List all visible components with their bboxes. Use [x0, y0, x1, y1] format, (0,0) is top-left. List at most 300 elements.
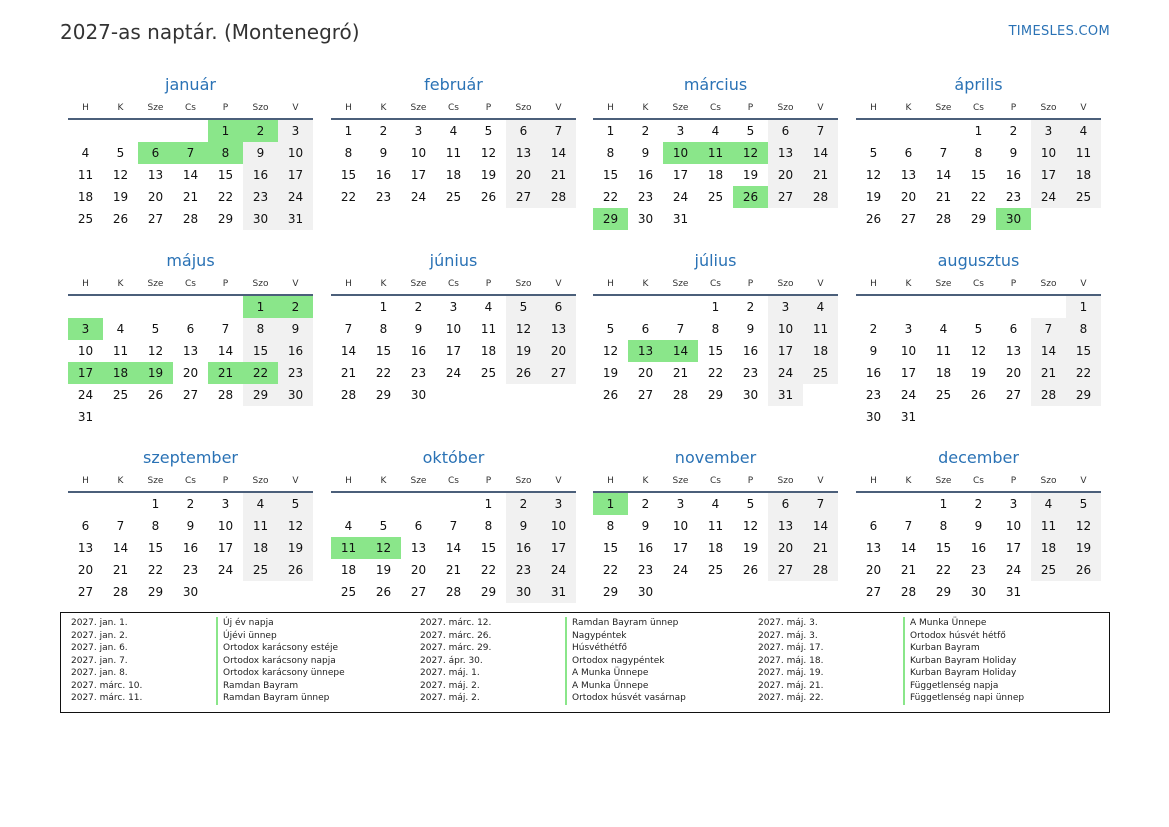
weekday-label: Sze	[935, 476, 952, 486]
day-cell: 5	[116, 146, 125, 160]
day-cell: 3	[221, 497, 230, 511]
day-cell: 23	[182, 563, 199, 577]
day-cell: 16	[182, 541, 199, 555]
day-cell: 9	[974, 519, 983, 533]
day-cell: 16	[375, 168, 392, 182]
site-link[interactable]: TIMESLES.COM	[1008, 24, 1110, 39]
day-cell: 19	[1066, 537, 1101, 559]
day-cell: 3	[1031, 120, 1066, 142]
day-cell: 12	[733, 142, 768, 164]
day-cell: 13	[628, 340, 663, 362]
day-cell: 19	[742, 168, 759, 182]
day-cell: 27	[865, 585, 882, 599]
day-cell: 23	[970, 563, 987, 577]
day-cell: 10	[1031, 142, 1066, 164]
day-cell: 6	[904, 146, 913, 160]
holiday-date: 2027. ápr. 30.	[420, 655, 483, 666]
weekday-label: Sze	[672, 103, 689, 113]
day-cell: 7	[541, 120, 576, 142]
day-cell: 29	[217, 212, 234, 226]
weekday-label: H	[345, 279, 352, 289]
day-cell: 26	[733, 186, 768, 208]
day-cell: 2	[278, 296, 313, 318]
day-cell: 20	[900, 190, 917, 204]
day-cell: 6	[506, 120, 541, 142]
day-cell: 5	[379, 519, 388, 533]
holiday-row	[71, 692, 345, 705]
weekday-header	[331, 471, 576, 493]
day-cell: 14	[803, 515, 838, 537]
day-cell: 4	[116, 322, 125, 336]
holiday-row	[420, 617, 686, 630]
day-cell: 14	[541, 142, 576, 164]
weekday-label: V	[817, 103, 824, 113]
day-cell: 25	[707, 190, 724, 204]
empty-cell	[628, 296, 663, 318]
day-cell: 15	[602, 541, 619, 555]
day-cell: 14	[182, 168, 199, 182]
weekday-header	[856, 98, 1101, 120]
empty-cell	[68, 493, 103, 515]
day-cell: 13	[506, 142, 541, 164]
holiday-date: 2027. máj. 17.	[758, 643, 824, 653]
day-cell: 8	[974, 146, 983, 160]
day-cell: 20	[1005, 366, 1022, 380]
day-cell: 31	[1005, 585, 1022, 599]
day-cell: 7	[803, 120, 838, 142]
day-cell: 16	[278, 340, 313, 362]
day-cell: 14	[663, 340, 698, 362]
weekday-label: P	[1010, 279, 1017, 289]
day-cell: 18	[340, 563, 357, 577]
weekday-label: Sze	[410, 476, 427, 486]
day-cell: 31	[77, 410, 94, 424]
day-cell: 19	[375, 563, 392, 577]
day-cell: 11	[935, 344, 952, 358]
empty-cell	[996, 296, 1031, 318]
day-cell: 21	[672, 366, 689, 380]
holiday-column	[71, 617, 345, 705]
day-cell: 16	[970, 541, 987, 555]
day-cell: 28	[803, 559, 838, 581]
day-cell: 29	[970, 212, 987, 226]
day-cell: 23	[1005, 190, 1022, 204]
day-cell: 28	[182, 212, 199, 226]
holiday-date: 2027. máj. 21.	[758, 680, 824, 691]
day-cell: 24	[77, 388, 94, 402]
day-cell: 25	[803, 362, 838, 384]
day-cell: 15	[217, 168, 234, 182]
day-cell: 7	[803, 493, 838, 515]
day-cell: 21	[208, 362, 243, 384]
weekday-label: Sze	[935, 279, 952, 289]
day-cell: 26	[602, 388, 619, 402]
day-cell: 4	[1031, 493, 1066, 515]
month-4	[856, 72, 1101, 230]
weekday-label: P	[222, 476, 229, 486]
weekday-header	[68, 274, 313, 296]
holiday-name: Nagypéntek	[565, 630, 627, 643]
day-cell: 30	[637, 585, 654, 599]
day-cell: 10	[278, 142, 313, 164]
weekday-label: V	[292, 476, 299, 486]
day-cell: 9	[243, 142, 278, 164]
empty-cell	[856, 296, 891, 318]
day-cell: 8	[151, 519, 160, 533]
weekday-header	[593, 471, 838, 493]
day-cell: 1	[379, 300, 388, 314]
day-cell: 23	[243, 186, 278, 208]
day-cell: 6	[641, 322, 650, 336]
weekday-label: P	[222, 279, 229, 289]
day-cell: 27	[182, 388, 199, 402]
day-cell: 2	[506, 493, 541, 515]
weekday-header	[593, 98, 838, 120]
day-cell: 11	[243, 515, 278, 537]
day-cell: 6	[768, 493, 803, 515]
day-cell: 2	[869, 322, 878, 336]
day-cell: 13	[768, 515, 803, 537]
day-cell: 14	[900, 541, 917, 555]
weekday-label: H	[607, 279, 614, 289]
month-name: szeptember	[142, 448, 238, 467]
weekday-label: Szo	[1040, 476, 1057, 486]
holiday-row	[420, 642, 686, 655]
day-cell: 4	[711, 497, 720, 511]
day-cell: 31	[900, 410, 917, 424]
day-cell: 25	[112, 388, 129, 402]
day-cell: 1	[606, 124, 615, 138]
day-cell: 24	[672, 563, 689, 577]
day-cell: 17	[900, 366, 917, 380]
day-cell: 15	[243, 340, 278, 362]
day-cell: 28	[672, 388, 689, 402]
day-cell: 23	[637, 190, 654, 204]
day-cell: 10	[768, 318, 803, 340]
day-cell: 17	[672, 541, 689, 555]
day-cell: 22	[602, 190, 619, 204]
holiday-name: A Munka Ünnepe	[565, 680, 648, 693]
day-cell: 22	[602, 563, 619, 577]
day-cell: 24	[541, 559, 576, 581]
day-cell: 11	[445, 146, 462, 160]
weekday-label: Cs	[185, 476, 196, 486]
day-cell: 2	[414, 300, 423, 314]
day-cell: 2	[1009, 124, 1018, 138]
day-cell: 30	[410, 388, 427, 402]
weekday-label: K	[905, 279, 912, 289]
month-7	[593, 248, 838, 406]
weekday-label: V	[1080, 279, 1087, 289]
holiday-row	[420, 655, 686, 668]
day-cell: 14	[935, 168, 952, 182]
day-cell: 19	[742, 541, 759, 555]
weekday-label: Cs	[185, 279, 196, 289]
day-cell: 26	[742, 563, 759, 577]
day-cell: 27	[77, 585, 94, 599]
day-cell: 31	[768, 384, 803, 406]
day-cell: 25	[1066, 186, 1101, 208]
day-cell: 18	[243, 537, 278, 559]
weekday-label: Cs	[710, 103, 721, 113]
day-cell: 22	[1066, 362, 1101, 384]
weekday-header	[856, 274, 1101, 296]
day-cell: 6	[869, 519, 878, 533]
day-cell: 12	[970, 344, 987, 358]
month-11	[593, 445, 838, 603]
weekday-label: Szo	[1040, 279, 1057, 289]
day-cell: 19	[278, 537, 313, 559]
weekday-label: Sze	[147, 279, 164, 289]
holiday-name: Függetlenség napja	[903, 680, 998, 693]
day-cell: 22	[375, 366, 392, 380]
holiday-date: 2027. máj. 18.	[758, 655, 824, 666]
day-cell: 23	[410, 366, 427, 380]
weekday-label: H	[345, 476, 352, 486]
day-cell: 14	[340, 344, 357, 358]
day-cell: 11	[1031, 515, 1066, 537]
weekday-label: V	[1080, 476, 1087, 486]
holiday-row	[758, 642, 1024, 655]
day-cell: 2	[746, 300, 755, 314]
weekday-label: H	[82, 279, 89, 289]
day-cell: 22	[340, 190, 357, 204]
holiday-name: Ortodox húsvét hétfő	[903, 630, 1006, 643]
day-cell: 5	[606, 322, 615, 336]
day-cell: 7	[344, 322, 353, 336]
empty-cell	[208, 296, 243, 318]
day-cell: 12	[602, 344, 619, 358]
day-cell: 25	[480, 366, 497, 380]
day-cell: 2	[641, 124, 650, 138]
day-cell: 15	[340, 168, 357, 182]
day-cell: 20	[637, 366, 654, 380]
day-cell: 5	[746, 124, 755, 138]
day-cell: 28	[217, 388, 234, 402]
day-cell: 24	[672, 190, 689, 204]
day-cell: 16	[637, 168, 654, 182]
day-cell: 26	[112, 212, 129, 226]
day-cell: 13	[541, 318, 576, 340]
weekday-label: Cs	[973, 103, 984, 113]
day-cell: 17	[217, 541, 234, 555]
weekday-header	[593, 274, 838, 296]
day-cell: 1	[593, 493, 628, 515]
day-cell: 17	[768, 340, 803, 362]
day-cell: 10	[663, 142, 698, 164]
holiday-date: 2027. máj. 2.	[420, 693, 480, 703]
holiday-row	[758, 692, 1024, 705]
day-cell: 16	[410, 344, 427, 358]
day-cell: 20	[77, 563, 94, 577]
day-cell: 17	[68, 362, 103, 384]
day-cell: 20	[865, 563, 882, 577]
day-cell: 21	[803, 537, 838, 559]
day-cell: 30	[278, 384, 313, 406]
weekday-label: Sze	[147, 476, 164, 486]
weekday-label: H	[870, 103, 877, 113]
day-cell: 22	[707, 366, 724, 380]
day-cell: 13	[147, 168, 164, 182]
holiday-row	[71, 642, 345, 655]
month-name: június	[429, 251, 478, 270]
day-cell: 3	[278, 120, 313, 142]
day-cell: 16	[637, 541, 654, 555]
day-grid	[856, 493, 1101, 603]
day-cell: 13	[865, 541, 882, 555]
day-cell: 8	[606, 519, 615, 533]
day-cell: 28	[1031, 384, 1066, 406]
holiday-row	[420, 692, 686, 705]
day-cell: 17	[445, 344, 462, 358]
day-cell: 25	[243, 559, 278, 581]
day-cell: 21	[112, 563, 129, 577]
day-cell: 21	[340, 366, 357, 380]
day-cell: 7	[221, 322, 230, 336]
day-cell: 22	[147, 563, 164, 577]
day-cell: 21	[803, 164, 838, 186]
day-cell: 5	[151, 322, 160, 336]
day-cell: 9	[379, 146, 388, 160]
day-cell: 3	[676, 124, 685, 138]
day-cell: 2	[379, 124, 388, 138]
holiday-date: 2027. máj. 1.	[420, 668, 480, 678]
weekday-header	[68, 471, 313, 493]
day-cell: 1	[344, 124, 353, 138]
day-cell: 7	[116, 519, 125, 533]
day-cell: 14	[217, 344, 234, 358]
holiday-name: A Munka Ünnepe	[903, 617, 986, 630]
day-cell: 26	[970, 388, 987, 402]
day-cell: 14	[112, 541, 129, 555]
day-cell: 15	[970, 168, 987, 182]
day-cell: 21	[541, 164, 576, 186]
holiday-row	[71, 617, 345, 630]
day-cell: 21	[445, 563, 462, 577]
day-cell: 6	[186, 322, 195, 336]
day-cell: 22	[217, 190, 234, 204]
day-cell: 28	[900, 585, 917, 599]
day-cell: 15	[935, 541, 952, 555]
weekday-label: Cs	[973, 476, 984, 486]
day-cell: 12	[278, 515, 313, 537]
weekday-header	[68, 98, 313, 120]
day-cell: 9	[641, 519, 650, 533]
weekday-label: Szo	[777, 279, 794, 289]
empty-cell	[1031, 296, 1066, 318]
month-name: május	[166, 251, 215, 270]
day-cell: 3	[1009, 497, 1018, 511]
month-name: április	[954, 75, 1003, 94]
weekday-label: P	[222, 103, 229, 113]
day-cell: 8	[208, 142, 243, 164]
day-cell: 31	[541, 581, 576, 603]
day-cell: 9	[506, 515, 541, 537]
day-cell: 15	[707, 344, 724, 358]
day-cell: 14	[803, 142, 838, 164]
day-cell: 2	[186, 497, 195, 511]
day-cell: 8	[344, 146, 353, 160]
day-cell: 10	[900, 344, 917, 358]
day-cell: 3	[676, 497, 685, 511]
day-cell: 21	[900, 563, 917, 577]
day-cell: 6	[81, 519, 90, 533]
day-cell: 27	[506, 186, 541, 208]
month-8	[856, 248, 1101, 428]
weekday-label: V	[817, 279, 824, 289]
weekday-label: Szo	[777, 476, 794, 486]
day-cell: 19	[602, 366, 619, 380]
day-cell: 28	[340, 388, 357, 402]
day-cell: 10	[410, 146, 427, 160]
weekday-label: Szo	[515, 279, 532, 289]
day-cell: 30	[996, 208, 1031, 230]
day-cell: 30	[506, 581, 541, 603]
day-cell: 12	[865, 168, 882, 182]
weekday-label: H	[870, 476, 877, 486]
day-cell: 8	[243, 318, 278, 340]
day-cell: 20	[768, 164, 803, 186]
day-cell: 10	[445, 322, 462, 336]
weekday-label: V	[555, 103, 562, 113]
day-cell: 26	[506, 362, 541, 384]
holiday-name: A Munka Ünnepe	[565, 667, 648, 680]
day-grid	[593, 120, 838, 230]
day-cell: 6	[414, 519, 423, 533]
day-cell: 3	[768, 296, 803, 318]
page-title: 2027-as naptár. (Montenegró)	[60, 20, 360, 44]
month-name: augusztus	[937, 251, 1020, 270]
weekday-label: K	[380, 103, 387, 113]
empty-cell	[173, 120, 208, 142]
holiday-date: 2027. máj. 19.	[758, 668, 824, 678]
day-grid	[68, 296, 313, 428]
day-cell: 9	[186, 519, 195, 533]
weekday-label: P	[485, 279, 492, 289]
day-cell: 1	[1066, 296, 1101, 318]
weekday-label: Szo	[252, 103, 269, 113]
day-cell: 8	[379, 322, 388, 336]
day-cell: 10	[541, 515, 576, 537]
month-6	[331, 248, 576, 406]
day-cell: 27	[410, 585, 427, 599]
day-cell: 21	[1031, 362, 1066, 384]
holiday-name: Újévi ünnep	[216, 630, 277, 643]
day-cell: 12	[742, 519, 759, 533]
holiday-name: Új év napja	[216, 617, 274, 630]
day-cell: 18	[707, 168, 724, 182]
weekday-label: V	[555, 279, 562, 289]
day-cell: 9	[869, 344, 878, 358]
day-cell: 17	[410, 168, 427, 182]
holiday-date: 2027. márc. 10.	[71, 680, 143, 691]
day-cell: 15	[480, 541, 497, 555]
day-cell: 10	[217, 519, 234, 533]
weekday-label: Sze	[147, 103, 164, 113]
day-cell: 4	[803, 296, 838, 318]
holiday-row	[420, 680, 686, 693]
day-cell: 29	[593, 208, 628, 230]
day-cell: 1	[974, 124, 983, 138]
holiday-date: 2027. máj. 3.	[758, 618, 818, 628]
holiday-date: 2027. márc. 26.	[420, 630, 492, 641]
day-cell: 14	[1031, 340, 1066, 362]
month-9	[68, 445, 313, 603]
day-cell: 8	[484, 519, 493, 533]
day-cell: 13	[900, 168, 917, 182]
day-cell: 24	[1031, 186, 1066, 208]
holiday-date: 2027. jan. 2.	[71, 630, 128, 641]
